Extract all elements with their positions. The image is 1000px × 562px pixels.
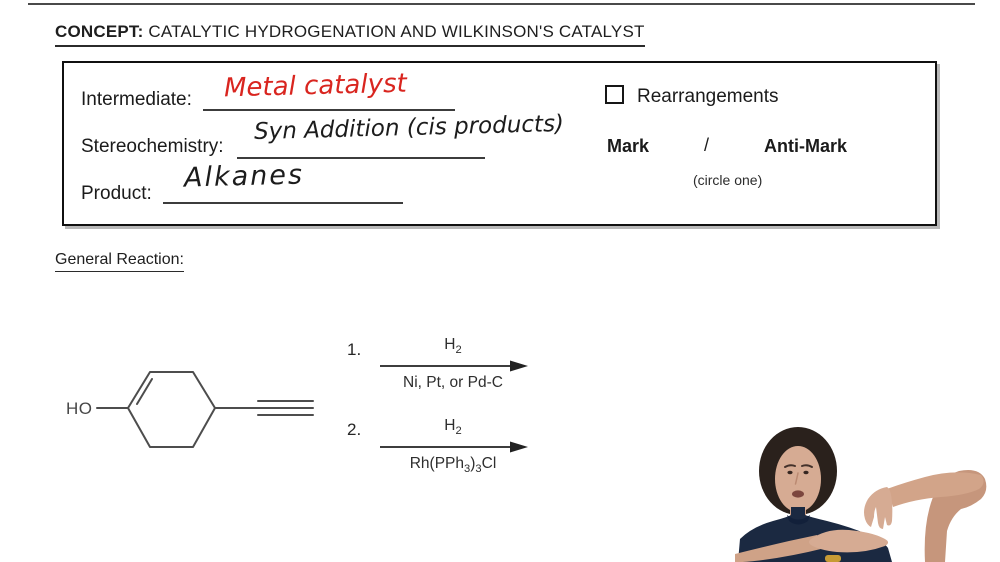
rearrangements-checkbox[interactable] bbox=[605, 85, 624, 104]
intermediate-handwritten-value: Metal catalyst bbox=[223, 68, 408, 104]
product-blank-line bbox=[163, 202, 403, 204]
mark-separator: / bbox=[704, 135, 710, 155]
step-2-catalyst-part: ) bbox=[470, 455, 476, 472]
top-divider-line bbox=[28, 3, 975, 5]
instructor-eye bbox=[803, 471, 808, 474]
instructor-mouth bbox=[792, 490, 804, 497]
step-2-catalyst-subscript: 3 bbox=[475, 463, 482, 476]
step-1-reagent bbox=[378, 336, 528, 356]
step-2-reagent-symbol: H bbox=[444, 417, 456, 434]
worksheet-box bbox=[62, 61, 937, 226]
page-title-text: CATALYTIC HYDROGENATION AND WILKINSON'S CATALYST bbox=[143, 22, 645, 41]
product-label: Product: bbox=[81, 183, 152, 204]
general-reaction-heading: General Reaction: bbox=[55, 251, 184, 272]
mark-option: Mark bbox=[607, 136, 650, 156]
instructor-eye bbox=[787, 471, 792, 474]
rearrangements-label: Rearrangements bbox=[637, 86, 779, 107]
step-2-catalyst bbox=[378, 455, 528, 475]
intermediate-blank-line bbox=[203, 109, 455, 111]
circle-one-hint: (circle one) bbox=[693, 172, 763, 188]
shirt-graphic-detail bbox=[825, 555, 841, 562]
page-title-prefix: CONCEPT: bbox=[55, 22, 144, 41]
page-title bbox=[55, 22, 645, 47]
instructor-pointing-hand bbox=[864, 487, 892, 529]
cyclohexene-ring bbox=[128, 372, 215, 447]
step-2-reagent-subscript: 2 bbox=[455, 425, 462, 438]
anti-mark-option: Anti-Mark bbox=[764, 136, 848, 156]
step-1-reagent-symbol: H bbox=[444, 336, 456, 353]
reaction-arrow-1 bbox=[378, 358, 528, 374]
step-2-catalyst-part: Cl bbox=[481, 455, 497, 472]
hydroxyl-label: HO bbox=[66, 399, 93, 418]
molecule-structure bbox=[55, 348, 335, 463]
step-2-reagent bbox=[378, 417, 528, 437]
step-2-number: 2. bbox=[347, 420, 362, 439]
step-1-catalyst: Ni, Pt, or Pd-C bbox=[403, 374, 503, 391]
product-handwritten-value: Alkanes bbox=[183, 159, 305, 194]
reaction-arrow-2 bbox=[378, 439, 528, 455]
step-2-catalyst-subscript: 3 bbox=[464, 463, 471, 476]
step-1-reagent-subscript: 2 bbox=[455, 344, 462, 357]
intermediate-label: Intermediate: bbox=[81, 89, 192, 110]
instructor-face bbox=[775, 446, 821, 512]
step-2-catalyst-part: Rh(PPh bbox=[409, 455, 465, 472]
step-1-number: 1. bbox=[347, 340, 362, 359]
stereochemistry-blank-line bbox=[237, 157, 485, 159]
stereochemistry-handwritten-value: Syn Addition (cis products) bbox=[253, 110, 565, 146]
instructor bbox=[735, 427, 1000, 562]
stereochemistry-label: Stereochemistry: bbox=[81, 136, 224, 157]
